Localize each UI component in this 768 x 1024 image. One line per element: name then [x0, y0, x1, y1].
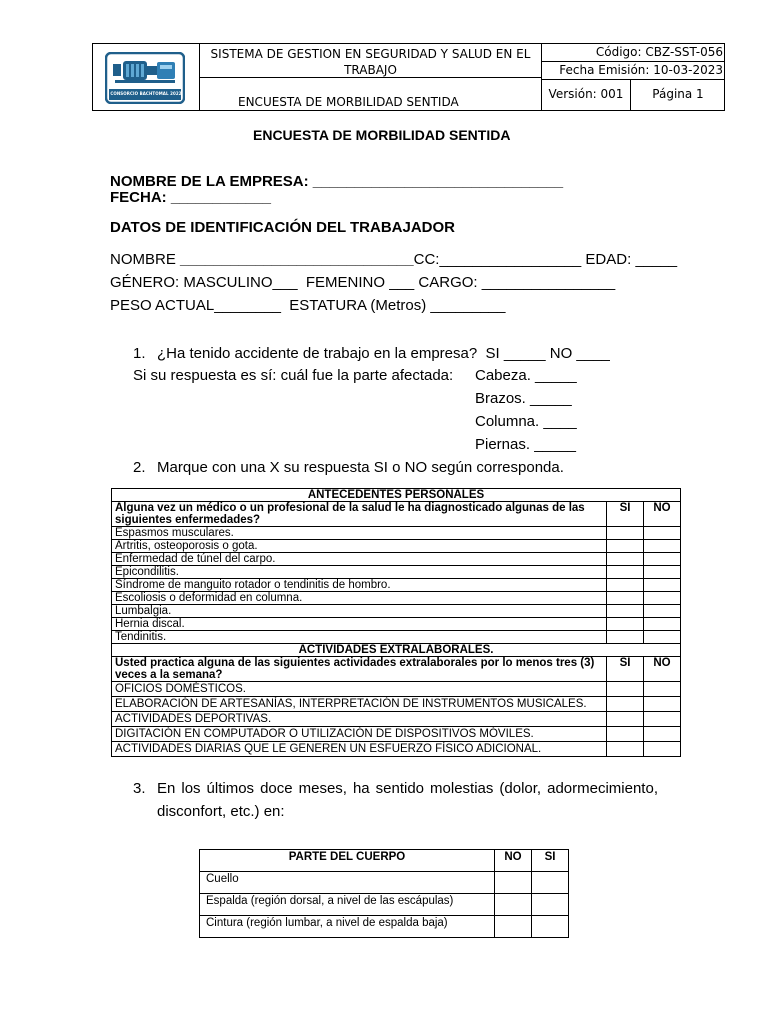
disease-label: Lumbalgia. — [112, 605, 607, 618]
name-line — [110, 251, 677, 268]
no-checkbox-cell[interactable] — [644, 618, 681, 631]
yes-checkbox-cell[interactable] — [607, 527, 644, 540]
no-checkbox-cell[interactable] — [644, 592, 681, 605]
section-title-personal-history: ANTECEDENTES PERSONALES — [112, 489, 681, 502]
activity-label: DIGITACIÓN EN COMPUTADOR O UTILIZACIÓN DE DISPOSITIVOS MÓVILES. — [112, 727, 607, 742]
column-header-yes: SI — [607, 657, 644, 682]
yes-checkbox-cell[interactable] — [607, 697, 644, 712]
table-row — [112, 566, 681, 579]
table-row — [112, 697, 681, 712]
no-checkbox-cell[interactable] — [644, 631, 681, 644]
yes-checkbox-cell[interactable] — [607, 682, 644, 697]
no-checkbox-cell[interactable] — [644, 540, 681, 553]
no-checkbox-cell[interactable] — [495, 894, 532, 916]
yes-checkbox-cell[interactable] — [532, 872, 569, 894]
document-version: Versión: 001 — [542, 80, 631, 110]
column-header-body-part: PARTE DEL CUERPO — [200, 850, 495, 872]
no-checkbox-cell[interactable] — [644, 682, 681, 697]
question-3-text-line2: disconfort, etc.) en: — [157, 803, 285, 820]
table-row — [112, 727, 681, 742]
yes-checkbox-cell[interactable] — [607, 605, 644, 618]
system-title: SISTEMA DE GESTION EN SEGURIDAD Y SALUD EN EL TRABAJO — [200, 44, 542, 78]
yes-checkbox-cell[interactable] — [532, 894, 569, 916]
activity-label: OFICIOS DOMÉSTICOS. — [112, 682, 607, 697]
worker-section-title: DATOS DE IDENTIFICACIÓN DEL TRABAJADOR — [110, 219, 456, 236]
document-code: Código: CBZ-SST-056 — [542, 44, 725, 62]
yes-checkbox-cell[interactable] — [607, 742, 644, 757]
table-row — [112, 712, 681, 727]
no-checkbox-cell[interactable] — [644, 712, 681, 727]
body-discomfort-table — [199, 849, 569, 938]
column-header-yes: SI — [607, 502, 644, 527]
column-header-no: NO — [495, 850, 532, 872]
table-row — [112, 579, 681, 592]
name-label: NOMBRE — [110, 251, 181, 268]
table-row — [112, 631, 681, 644]
document-header — [92, 43, 725, 111]
no-checkbox-cell[interactable] — [644, 579, 681, 592]
disease-label: Artritis, osteoporosis o gota. — [112, 540, 607, 553]
no-checkbox-cell[interactable] — [644, 566, 681, 579]
no-checkbox-cell[interactable] — [644, 742, 681, 757]
table-row — [112, 742, 681, 757]
no-checkbox-cell[interactable] — [644, 727, 681, 742]
column-header-yes: SI — [532, 850, 569, 872]
document-title: ENCUESTA DE MORBILIDAD SENTIDA — [253, 127, 511, 143]
question-3-text-line1: En los últimos doce meses, ha sentido molestias (dolor, adormecimiento, — [157, 780, 658, 797]
disease-label: Enfermedad de túnel del carpo. — [112, 553, 607, 566]
yes-checkbox-cell[interactable] — [607, 618, 644, 631]
body-part-spine: Columna. ____ — [475, 413, 577, 430]
body-part-label: Espalda (región dorsal, a nivel de las escápulas) — [200, 894, 495, 916]
table-row — [112, 540, 681, 553]
table-row — [112, 553, 681, 566]
yes-checkbox-cell[interactable] — [607, 712, 644, 727]
question-2-number: 2. — [133, 459, 146, 476]
yes-checkbox-cell[interactable] — [607, 553, 644, 566]
no-checkbox-cell[interactable] — [644, 697, 681, 712]
activity-label: ELABORACIÓN DE ARTESANÍAS, INTERPRETACIÓN DE INSTRUMENTOS MUSICALES. — [112, 697, 607, 712]
yes-checkbox-cell[interactable] — [607, 566, 644, 579]
disease-label: Hernia discal. — [112, 618, 607, 631]
cc-age-fields: CC:_________________ EDAD: _____ — [413, 251, 678, 268]
section-question-diagnosis: Alguna vez un médico o un profesional de la salud le ha diagnosticado algunas de las siguientes enfermedades? — [112, 502, 607, 527]
no-checkbox-cell[interactable] — [644, 553, 681, 566]
yes-checkbox-cell[interactable] — [607, 579, 644, 592]
table-row — [200, 894, 569, 916]
issue-date: Fecha Emisión: 10-03-2023 — [542, 62, 725, 80]
body-part-head: Cabeza. _____ — [475, 367, 577, 384]
yes-checkbox-cell[interactable] — [607, 631, 644, 644]
yes-checkbox-cell[interactable] — [607, 540, 644, 553]
table-row — [112, 605, 681, 618]
disease-label: Tendinitis. — [112, 631, 607, 644]
table-row — [112, 618, 681, 631]
table-row — [112, 592, 681, 605]
no-checkbox-cell[interactable] — [495, 872, 532, 894]
question-1-followup: Si su respuesta es sí: cuál fue la parte afectada: — [133, 367, 454, 384]
page-number: Página 1 — [652, 87, 704, 101]
company-name-line: NOMBRE DE LA EMPRESA: ______________________________ — [110, 173, 564, 190]
disease-label: Epicondilitis. — [112, 566, 607, 579]
name-blank: ____________________________ — [180, 251, 414, 268]
column-header-no: NO — [644, 502, 681, 527]
body-part-label: Cuello — [200, 872, 495, 894]
column-header-no: NO — [644, 657, 681, 682]
question-3-number: 3. — [133, 780, 146, 797]
body-part-arms: Brazos. _____ — [475, 390, 572, 407]
body-part-legs: Piernas. _____ — [475, 436, 576, 453]
no-checkbox-cell[interactable] — [644, 605, 681, 618]
date-line: FECHA: ____________ — [110, 189, 271, 206]
survey-name-cell — [200, 78, 542, 110]
table-row — [200, 872, 569, 894]
company-logo — [105, 52, 185, 104]
activity-label: ACTIVIDADES DIARIAS QUE LE GENEREN UN ESFUERZO FÍSICO ADICIONAL. — [112, 742, 607, 757]
activity-label: ACTIVIDADES DEPORTIVAS. — [112, 712, 607, 727]
weight-height-line: PESO ACTUAL________ ESTATURA (Metros) _________ — [110, 297, 506, 314]
personal-history-table — [111, 488, 681, 757]
table-row — [112, 527, 681, 540]
company-logo-cell — [93, 44, 200, 110]
disease-label: Síndrome de manguito rotador o tendinitis de hombro. — [112, 579, 607, 592]
survey-name: ENCUESTA DE MORBILIDAD SENTIDA — [238, 95, 459, 109]
no-checkbox-cell[interactable] — [495, 916, 532, 938]
table-row — [112, 682, 681, 697]
body-part-label: Cintura (región lumbar, a nivel de espalda baja) — [200, 916, 495, 938]
question-1-text: ¿Ha tenido accidente de trabajo en la empresa? SI _____ NO ____ — [157, 345, 610, 362]
no-checkbox-cell[interactable] — [644, 527, 681, 540]
disease-label: Espasmos musculares. — [112, 527, 607, 540]
yes-checkbox-cell[interactable] — [607, 727, 644, 742]
gender-line: GÉNERO: MASCULINO___ FEMENINO ___ CARGO: ________________ — [110, 274, 616, 291]
section-title-extra-work-activities: ACTIVIDADES EXTRALABORALES. — [112, 644, 681, 657]
table-row — [200, 916, 569, 938]
question-2-text: Marque con una X su respuesta SI o NO según corresponda. — [157, 459, 564, 476]
section-question-activities: Usted practica alguna de las siguientes actividades extralaborales por lo menos tres (3) veces a la semana? — [112, 657, 607, 682]
yes-checkbox-cell[interactable] — [607, 592, 644, 605]
logo-text: CONSORCIO BACHTOMAL 2022 — [110, 91, 182, 96]
disease-label: Escoliosis o deformidad en columna. — [112, 592, 607, 605]
yes-checkbox-cell[interactable] — [532, 916, 569, 938]
question-1-number: 1. — [133, 345, 146, 362]
